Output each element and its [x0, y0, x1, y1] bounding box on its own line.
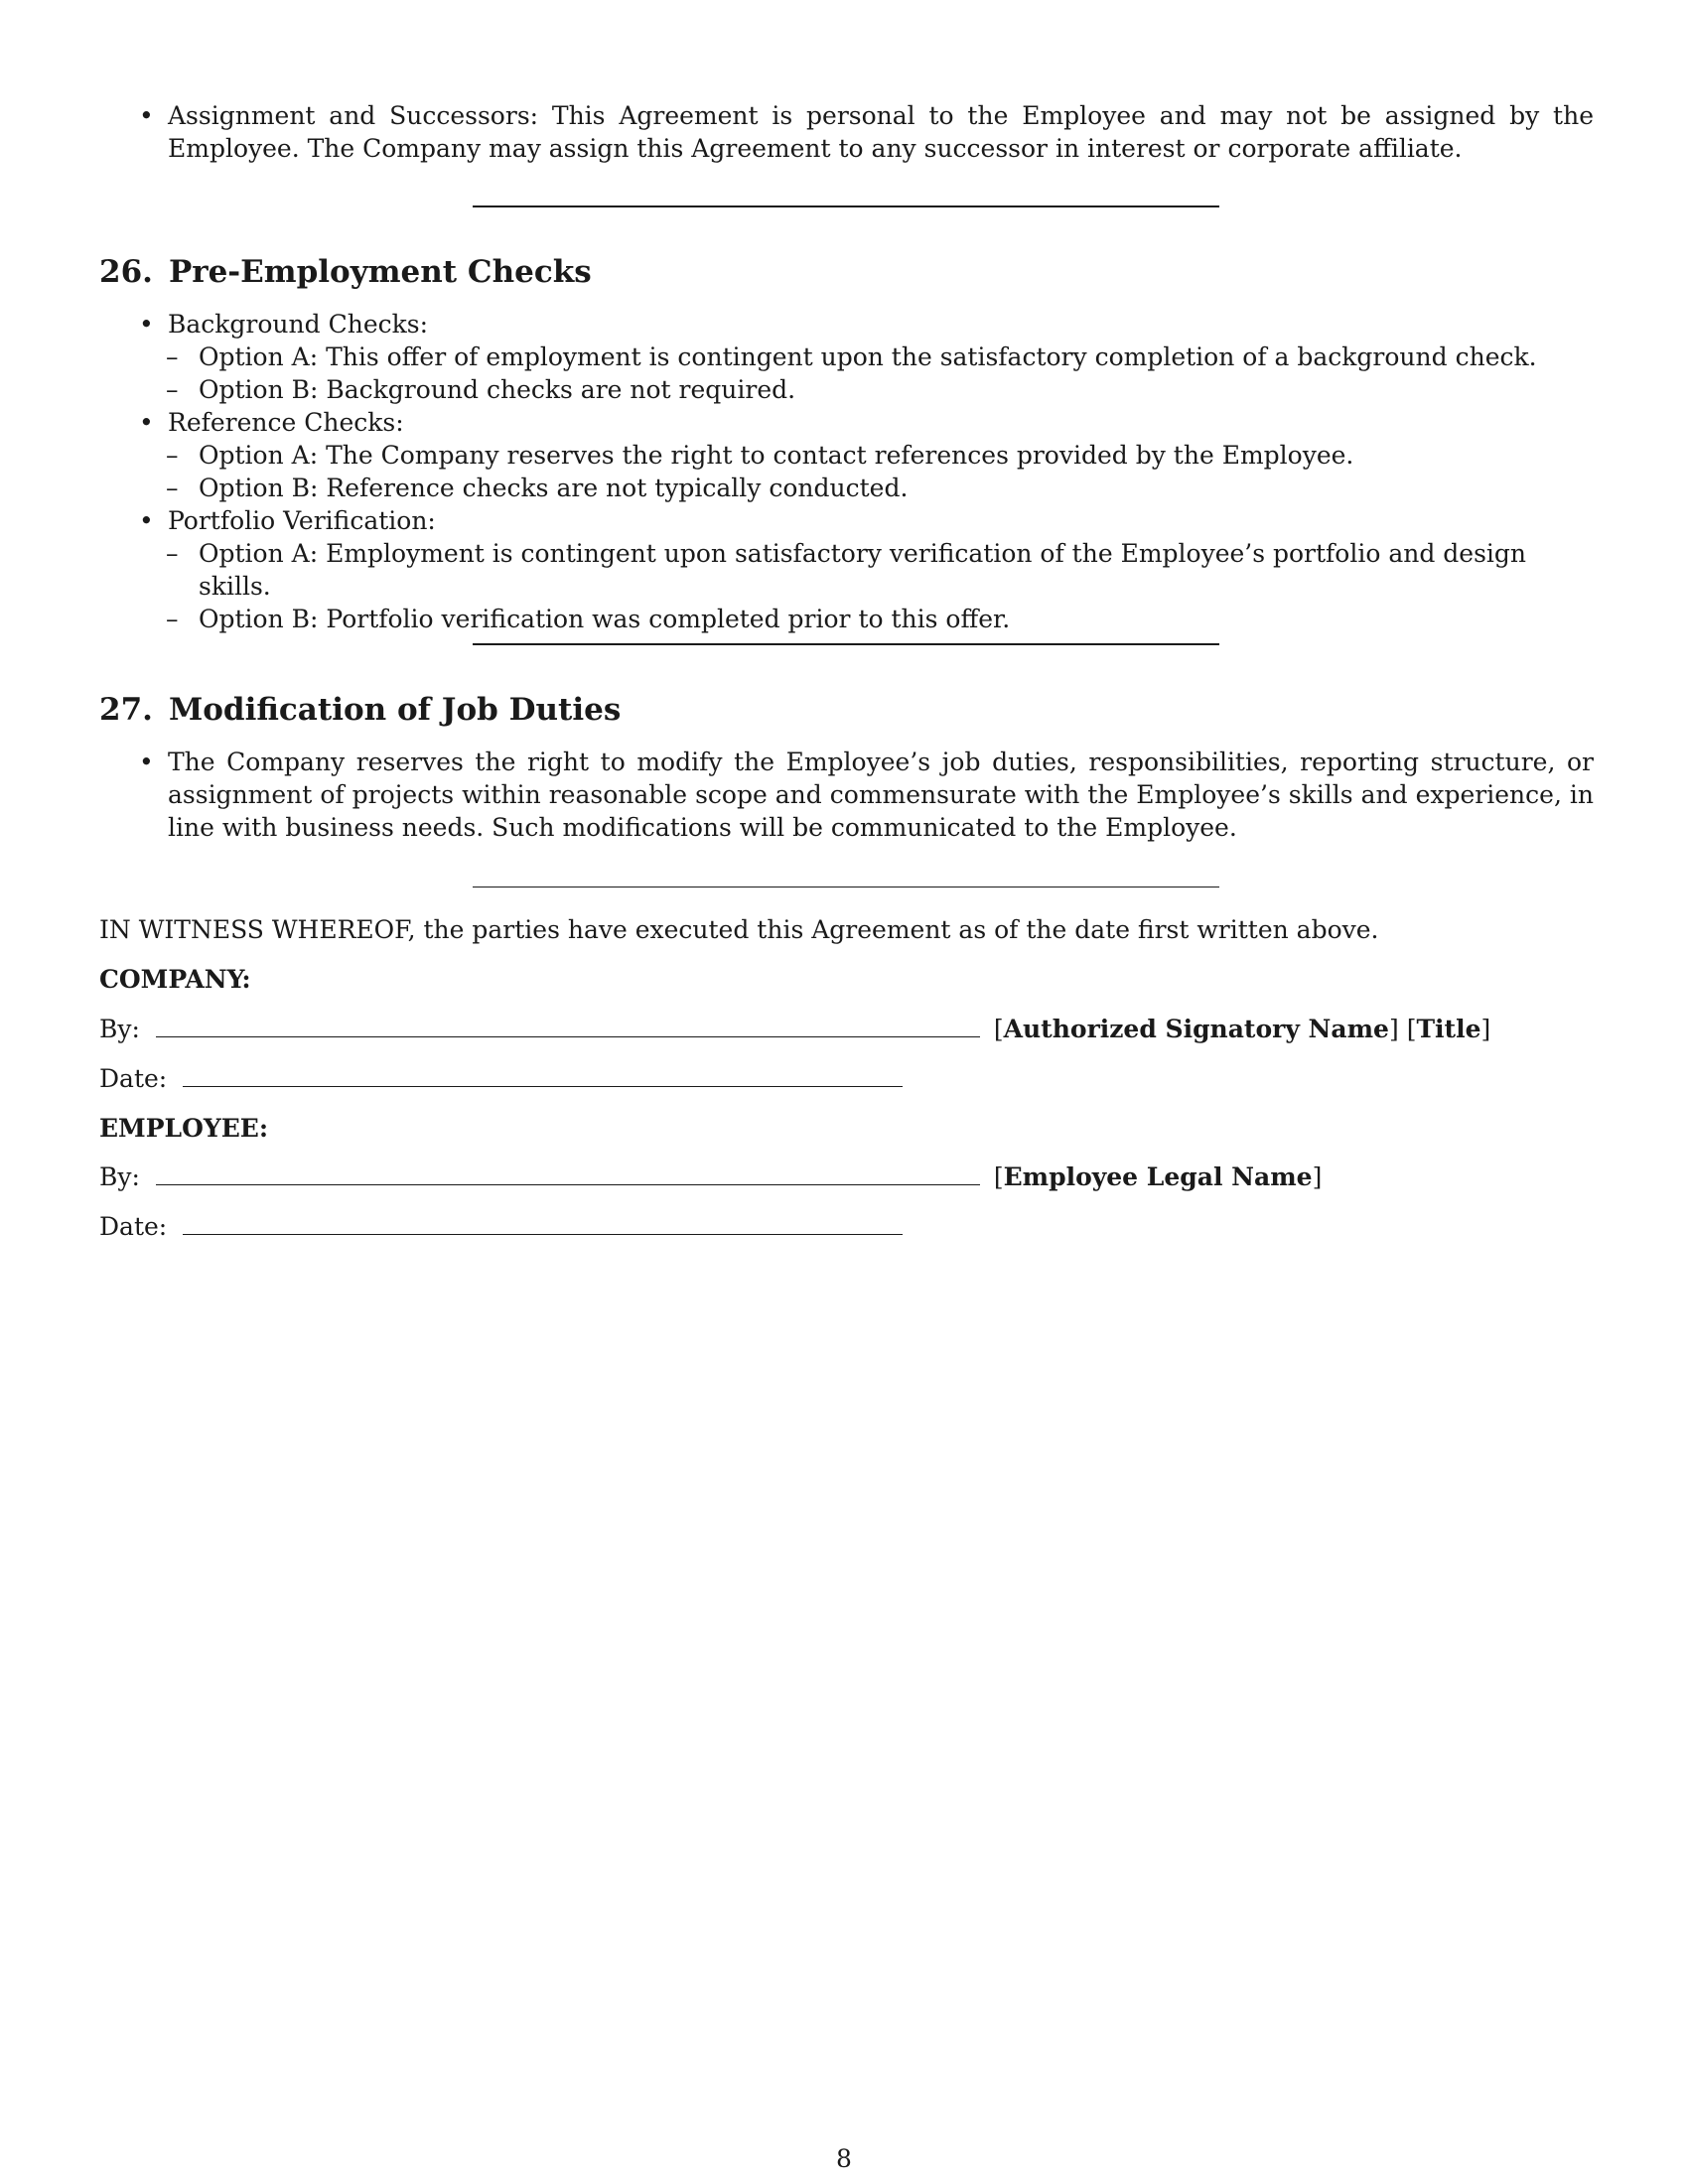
- section-27-heading: [99, 692, 621, 728]
- section-27-body: [99, 746, 1594, 844]
- date-label: Date:: [99, 1064, 168, 1093]
- signatory-title-wrapper: [Title]: [1406, 1015, 1491, 1043]
- document-page: [99, 0, 1594, 2184]
- date-label: Date:: [99, 1212, 168, 1241]
- company-date-line: [183, 1064, 903, 1087]
- option-item: – Option A: The Company reserves the right to contact references provided by the Employee.: [137, 439, 1594, 472]
- witness-statement: IN WITNESS WHEREOF, the parties have executed this Agreement as of the date first written above.: [99, 915, 1379, 944]
- employee-signature-row: [99, 1160, 1594, 1193]
- section-26-heading: [99, 254, 592, 290]
- employee-signature-line: [156, 1162, 980, 1185]
- page-number: 8: [836, 2144, 852, 2173]
- option-item: – Option B: Reference checks are not typically conducted.: [137, 472, 1594, 504]
- section-26-body: [99, 308, 1594, 635]
- option-item: – Option A: Employment is contingent upon satisfactory verification of the Employee’s portfolio and design skills.: [137, 537, 1594, 603]
- option-item: – Option A: This offer of employment is contingent upon the satisfactory completion of a background check.: [137, 341, 1594, 373]
- company-date-row: [99, 1062, 1594, 1095]
- section-title: Pre-Employment Checks: [168, 254, 592, 290]
- signatory-name: Authorized Signatory Name: [1003, 1015, 1389, 1043]
- company-heading: COMPANY:: [99, 965, 251, 994]
- employee-legal-name: Employee Legal Name: [1003, 1162, 1313, 1191]
- section-number: 27.: [99, 692, 153, 728]
- list-item-portfolio-verification: [99, 504, 1594, 635]
- section-number: 26.: [99, 254, 153, 290]
- section-divider: [473, 643, 1219, 645]
- list-item-reference-checks: [99, 406, 1594, 504]
- by-label: By:: [99, 1015, 140, 1043]
- list-item-label: Portfolio Verification:: [168, 506, 436, 535]
- employee-date-row: [99, 1210, 1594, 1243]
- list-item-label: Reference Checks:: [168, 408, 404, 437]
- company-signature-row: [99, 1013, 1594, 1045]
- section-title: Modification of Job Duties: [168, 692, 622, 728]
- option-item: – Option B: Background checks are not required.: [137, 373, 1594, 406]
- list-item: • Assignment and Successors: This Agreement is personal to the Employee and may not be assigned by the Employee. The Company may assign this Agreement to any successor in interest or corporate affiliate.: [99, 99, 1594, 165]
- signatory-title: Title: [1416, 1015, 1481, 1043]
- assignment-clause: [99, 99, 1594, 165]
- section-divider: [473, 205, 1219, 207]
- list-item: • The Company reserves the right to modify the Employee’s job duties, responsibilities, reporting structure, or assignment of projects within reasonable scope and commensurate with the Employee’s skills and experience, in line with business needs. Such modifications will be communicated to the Employee.: [99, 746, 1594, 844]
- employee-heading: EMPLOYEE:: [99, 1114, 269, 1143]
- option-item: – Option B: Portfolio verification was completed prior to this offer.: [137, 603, 1594, 635]
- list-item-label: Background Checks:: [168, 310, 429, 339]
- by-label: By:: [99, 1162, 140, 1191]
- signatory-name-wrapper: [Authorized Signatory Name]: [993, 1015, 1399, 1043]
- list-item-background-checks: [99, 308, 1594, 406]
- employee-date-line: [183, 1212, 903, 1235]
- employee-name-wrapper: [Employee Legal Name]: [993, 1162, 1323, 1191]
- company-signature-line: [156, 1015, 980, 1037]
